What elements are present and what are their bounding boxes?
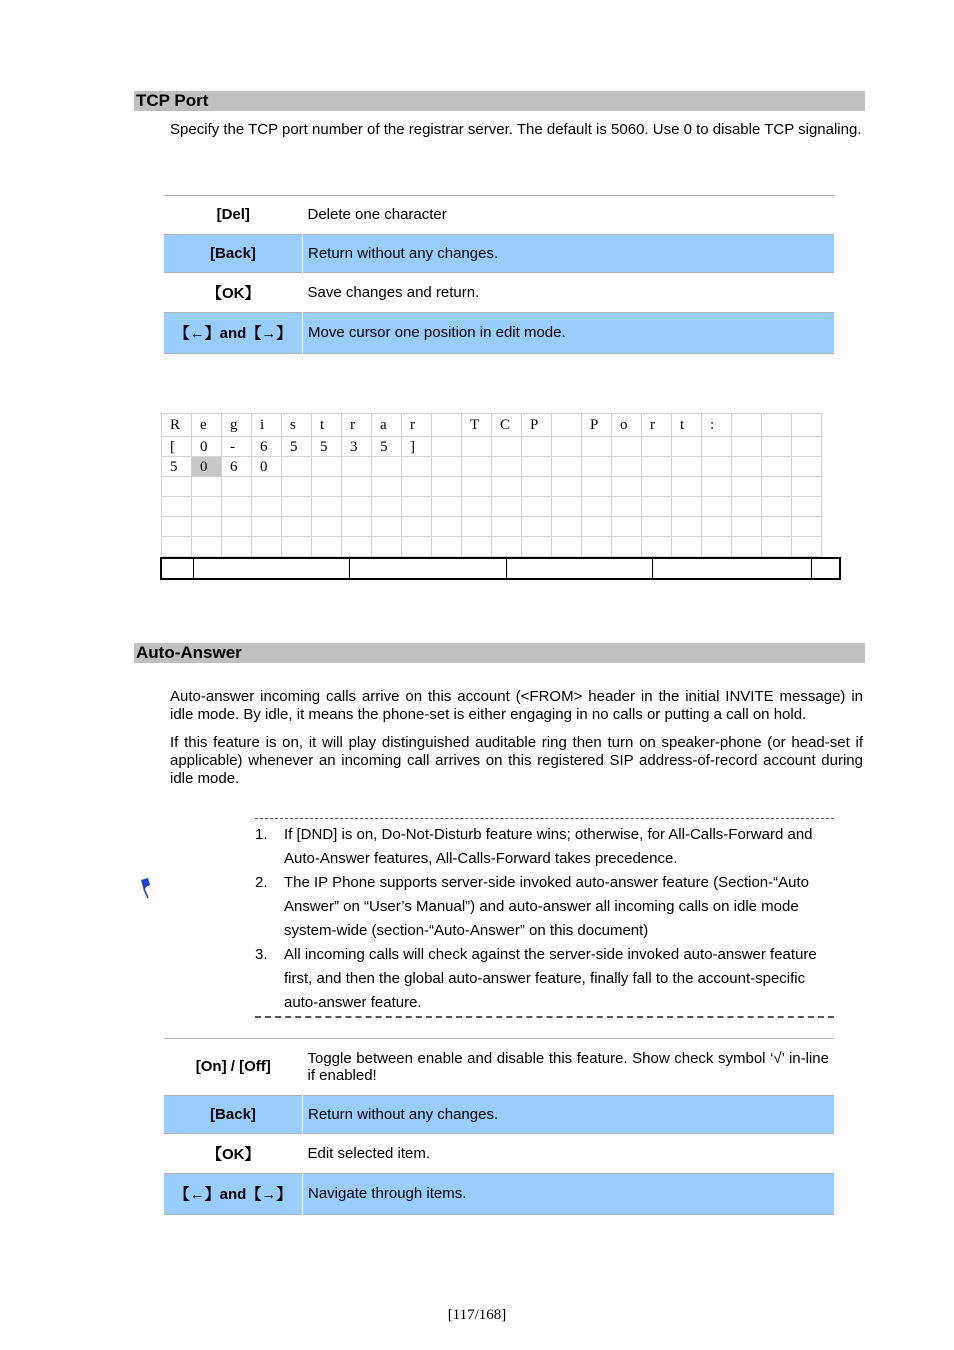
lcd-cell: 5: [372, 437, 402, 457]
pushpin-icon: [138, 877, 154, 899]
key-row: [164, 196, 834, 234]
lcd-cell: [372, 517, 402, 537]
lcd-cell: [522, 537, 552, 557]
page-number: [117/168]: [447, 1307, 507, 1323]
key-label: [Back]: [164, 234, 303, 272]
lcd-cell: [192, 537, 222, 557]
key-row: [164, 1039, 834, 1095]
lcd-cell: [672, 437, 702, 457]
lcd-cell: [792, 517, 822, 537]
lcd-cell: [522, 457, 552, 477]
lcd-cell: [702, 437, 732, 457]
key-label: [Del]: [216, 206, 250, 224]
lcd-cell: [762, 414, 792, 437]
lcd-cell: t: [312, 414, 342, 437]
note-number: 1.: [255, 826, 268, 843]
lcd-cell: [582, 477, 612, 497]
lcd-cell: t: [672, 414, 702, 437]
lcd-cell: [702, 497, 732, 517]
lcd-cell: [372, 457, 402, 477]
lcd-cell: [222, 537, 252, 557]
lcd-cell: [642, 437, 672, 457]
lcd-cell: [552, 437, 582, 457]
lcd-cell: [672, 477, 702, 497]
lcd-cell: [162, 517, 192, 537]
lcd-cell: 0: [252, 457, 282, 477]
key-label: [On] / [Off]: [195, 1058, 271, 1076]
lcd-cell: [462, 477, 492, 497]
lcd-cell: [492, 477, 522, 497]
lcd-cell: P: [582, 414, 612, 437]
lcd-cell: r: [642, 414, 672, 437]
lcd-cell: [702, 517, 732, 537]
lcd-cell: [732, 437, 762, 457]
lcd-cell: [522, 517, 552, 537]
key-row: [164, 1173, 834, 1214]
lcd-row: [162, 517, 822, 537]
lcd-cell: [222, 517, 252, 537]
key-label: 【OK】: [206, 284, 260, 302]
lcd-cell: [582, 437, 612, 457]
lcd-cell: [342, 517, 372, 537]
lcd-cell: [582, 537, 612, 557]
lcd-cell: [732, 457, 762, 477]
lcd-cell: [762, 437, 792, 457]
lcd-cell: [732, 537, 762, 557]
lcd-cell: [702, 477, 732, 497]
lcd-cell: [492, 437, 522, 457]
auto-answer-key-table: [164, 1039, 834, 1215]
key-label: 【←】and【→】: [164, 312, 303, 353]
lcd-cell: [552, 497, 582, 517]
lcd-cell: [612, 497, 642, 517]
lcd-cell: [342, 537, 372, 557]
key-row: [164, 1133, 834, 1173]
lcd-cell: [162, 497, 192, 517]
lcd-cell: [762, 497, 792, 517]
lcd-cell: [312, 537, 342, 557]
auto-answer-paragraph-2: If this feature is on, it will play distinguished auditable ring then turn on speaker-phone (or head-set if applicable) whenever an incoming call arrives on this registered SIP address-of-record account during idle mode.: [170, 734, 863, 787]
lcd-cell: [762, 517, 792, 537]
lcd-cell: [282, 517, 312, 537]
lcd-cell: [552, 537, 582, 557]
lcd-cell: [312, 517, 342, 537]
lcd-cell: [402, 477, 432, 497]
lcd-cell: [522, 497, 552, 517]
lcd-cell: [762, 457, 792, 477]
note-item: [255, 823, 835, 871]
lcd-cell: [672, 517, 702, 537]
lcd-cell: [612, 537, 642, 557]
lcd-cell: [492, 517, 522, 537]
lcd-cell: [432, 517, 462, 537]
lcd-row: [162, 497, 822, 517]
lcd-cell: [432, 414, 462, 437]
lcd-cell: [462, 457, 492, 477]
lcd-cell: [192, 477, 222, 497]
note-text: The IP Phone supports server-side invoked auto-answer feature (Section-“Auto Answer” on “User’s Manual”) and auto-answer all incoming calls on idle mode system-wide (section-“Auto-Answer” on this document): [284, 874, 809, 939]
lcd-cell: P: [522, 414, 552, 437]
lcd-row: [162, 457, 822, 477]
lcd-cell: [342, 457, 372, 477]
lcd-cell: 5: [312, 437, 342, 457]
lcd-cell: :: [702, 414, 732, 437]
tcp-port-description: Specify the TCP port number of the registrar server. The default is 5060. Use 0 to disable TCP signaling.: [170, 121, 862, 138]
lcd-cell: [252, 517, 282, 537]
lcd-cell: r: [402, 414, 432, 437]
note-list: [255, 823, 835, 1015]
lcd-screen: [161, 413, 822, 557]
key-description: Move cursor one position in edit mode.: [303, 312, 835, 353]
lcd-cell: [582, 517, 612, 537]
lcd-cell: [252, 537, 282, 557]
lcd-cell: ]: [402, 437, 432, 457]
lcd-row: [162, 537, 822, 557]
lcd-cell: -: [222, 437, 252, 457]
auto-answer-heading: Auto-Answer: [134, 643, 865, 663]
lcd-cell: [432, 477, 462, 497]
lcd-cell: C: [492, 414, 522, 437]
lcd-cell: R: [162, 414, 192, 437]
lcd-cell: [492, 497, 522, 517]
key-description: Return without any changes.: [303, 234, 835, 272]
lcd-cell: [372, 477, 402, 497]
key-description: Toggle between enable and disable this feature. Show check symbol ‘√’ in-line if enabled!: [307, 1049, 829, 1084]
lcd-cell: [642, 477, 672, 497]
lcd-cell: [282, 497, 312, 517]
lcd-cell: 0: [192, 437, 222, 457]
softkey-slot: [812, 559, 839, 578]
key-label: [Back]: [164, 1095, 303, 1133]
lcd-cell: [222, 497, 252, 517]
lcd-cell: 0: [192, 457, 222, 477]
lcd-cell: [642, 497, 672, 517]
lcd-cell: [732, 517, 762, 537]
key-description: Navigate through items.: [303, 1173, 835, 1214]
lcd-cell: [522, 437, 552, 457]
lcd-cell: [732, 477, 762, 497]
lcd-cell: [432, 437, 462, 457]
note-item: [255, 871, 835, 943]
lcd-cell: r: [342, 414, 372, 437]
lcd-cell: [552, 477, 582, 497]
lcd-cell: g: [222, 414, 252, 437]
key-row: [164, 312, 834, 353]
lcd-cell: [372, 537, 402, 557]
auto-answer-paragraph-1: Auto-answer incoming calls arrive on this account (<FROM> header in the initial INVITE message) in idle mode. By idle, it means the phone-set is either engaging in no calls or putting a call on hold.: [170, 688, 863, 723]
lcd-cell: [462, 537, 492, 557]
lcd-cell: [552, 414, 582, 437]
lcd-cell: [342, 477, 372, 497]
lcd-cell: o: [612, 414, 642, 437]
lcd-cell: [582, 497, 612, 517]
lcd-cell: 5: [282, 437, 312, 457]
lcd-cell: [252, 497, 282, 517]
key-label: 【←】and【→】: [164, 1173, 303, 1214]
lcd-cell: [672, 457, 702, 477]
key-label: 【OK】: [206, 1145, 260, 1163]
lcd-cell: [462, 497, 492, 517]
lcd-cell: [792, 414, 822, 437]
lcd-cell: s: [282, 414, 312, 437]
lcd-cell: [312, 477, 342, 497]
softkey-bar: [160, 557, 841, 580]
lcd-cell: [672, 537, 702, 557]
lcd-cell: [192, 517, 222, 537]
lcd-cell: [552, 517, 582, 537]
lcd-cell: [702, 537, 732, 557]
lcd-cell: 6: [222, 457, 252, 477]
lcd-cell: [402, 497, 432, 517]
lcd-cell: [672, 497, 702, 517]
lcd-cell: [282, 457, 312, 477]
lcd-row: [162, 477, 822, 497]
lcd-cell: 6: [252, 437, 282, 457]
lcd-cell: [642, 537, 672, 557]
lcd-cell: [192, 497, 222, 517]
lcd-cell: [312, 457, 342, 477]
lcd-cell: [642, 517, 672, 537]
lcd-cell: [252, 477, 282, 497]
lcd-cell: [522, 477, 552, 497]
note-text: All incoming calls will check against the server-side invoked auto-answer feature first, and then the global auto-answer feature, finally fall to the account-specific auto-answer feature.: [284, 946, 817, 1011]
lcd-cell: [702, 457, 732, 477]
lcd-cell: [792, 477, 822, 497]
lcd-cell: [492, 457, 522, 477]
lcd-cell: [: [162, 437, 192, 457]
lcd-cell: [612, 477, 642, 497]
lcd-cell: [402, 457, 432, 477]
note-text: If [DND] is on, Do-Not-Disturb feature wins; otherwise, for All-Calls-Forward and Auto-Answer features, All-Calls-Forward takes precedence.: [284, 826, 813, 867]
lcd-cell: 3: [342, 437, 372, 457]
lcd-cell: [162, 477, 192, 497]
note-bottom-border: [255, 1016, 834, 1018]
note-top-border: [255, 818, 834, 819]
lcd-cell: [612, 517, 642, 537]
lcd-cell: [792, 497, 822, 517]
softkey-slot: [350, 559, 508, 578]
lcd-cell: [312, 497, 342, 517]
softkey-slot: [194, 559, 350, 578]
lcd-cell: a: [372, 414, 402, 437]
lcd-cell: [492, 537, 522, 557]
key-description: Edit selected item.: [307, 1144, 431, 1162]
lcd-cell: [732, 497, 762, 517]
lcd-cell: [732, 414, 762, 437]
note-number: 3.: [255, 946, 268, 963]
lcd-cell: [282, 477, 312, 497]
lcd-row: [162, 437, 822, 457]
key-row: [164, 1095, 834, 1133]
lcd-cell: [432, 537, 462, 557]
lcd-cell: [282, 537, 312, 557]
lcd-cell: [402, 537, 432, 557]
softkey-slot: [162, 559, 194, 578]
lcd-cell: [762, 537, 792, 557]
note-item: [255, 943, 835, 1015]
key-description: Save changes and return.: [307, 283, 480, 301]
lcd-cell: i: [252, 414, 282, 437]
tcp-port-key-table: [164, 196, 834, 354]
note-number: 2.: [255, 874, 268, 891]
softkey-slot: [653, 559, 812, 578]
key-description: Return without any changes.: [303, 1095, 835, 1133]
lcd-cell: [642, 457, 672, 477]
lcd-cell: [402, 517, 432, 537]
lcd-cell: [552, 457, 582, 477]
lcd-cell: [462, 437, 492, 457]
key-row: [164, 272, 834, 312]
lcd-cell: [222, 477, 252, 497]
lcd-cell: [162, 537, 192, 557]
lcd-cell: [612, 437, 642, 457]
key-description: Delete one character: [307, 206, 447, 224]
softkey-slot: [507, 559, 653, 578]
lcd-cell: [792, 457, 822, 477]
lcd-cell: 5: [162, 457, 192, 477]
lcd-cell: [432, 457, 462, 477]
lcd-cell: [792, 537, 822, 557]
lcd-cell: [792, 437, 822, 457]
lcd-cell: [612, 457, 642, 477]
lcd-cell: e: [192, 414, 222, 437]
lcd-cell: [372, 497, 402, 517]
lcd-cell: [762, 477, 792, 497]
tcp-port-heading: TCP Port: [134, 91, 865, 111]
lcd-cell: T: [462, 414, 492, 437]
lcd-cell: [462, 517, 492, 537]
key-row: [164, 234, 834, 272]
lcd-cell: [582, 457, 612, 477]
lcd-cell: [432, 497, 462, 517]
lcd-cell: [342, 497, 372, 517]
lcd-row: [162, 414, 822, 437]
